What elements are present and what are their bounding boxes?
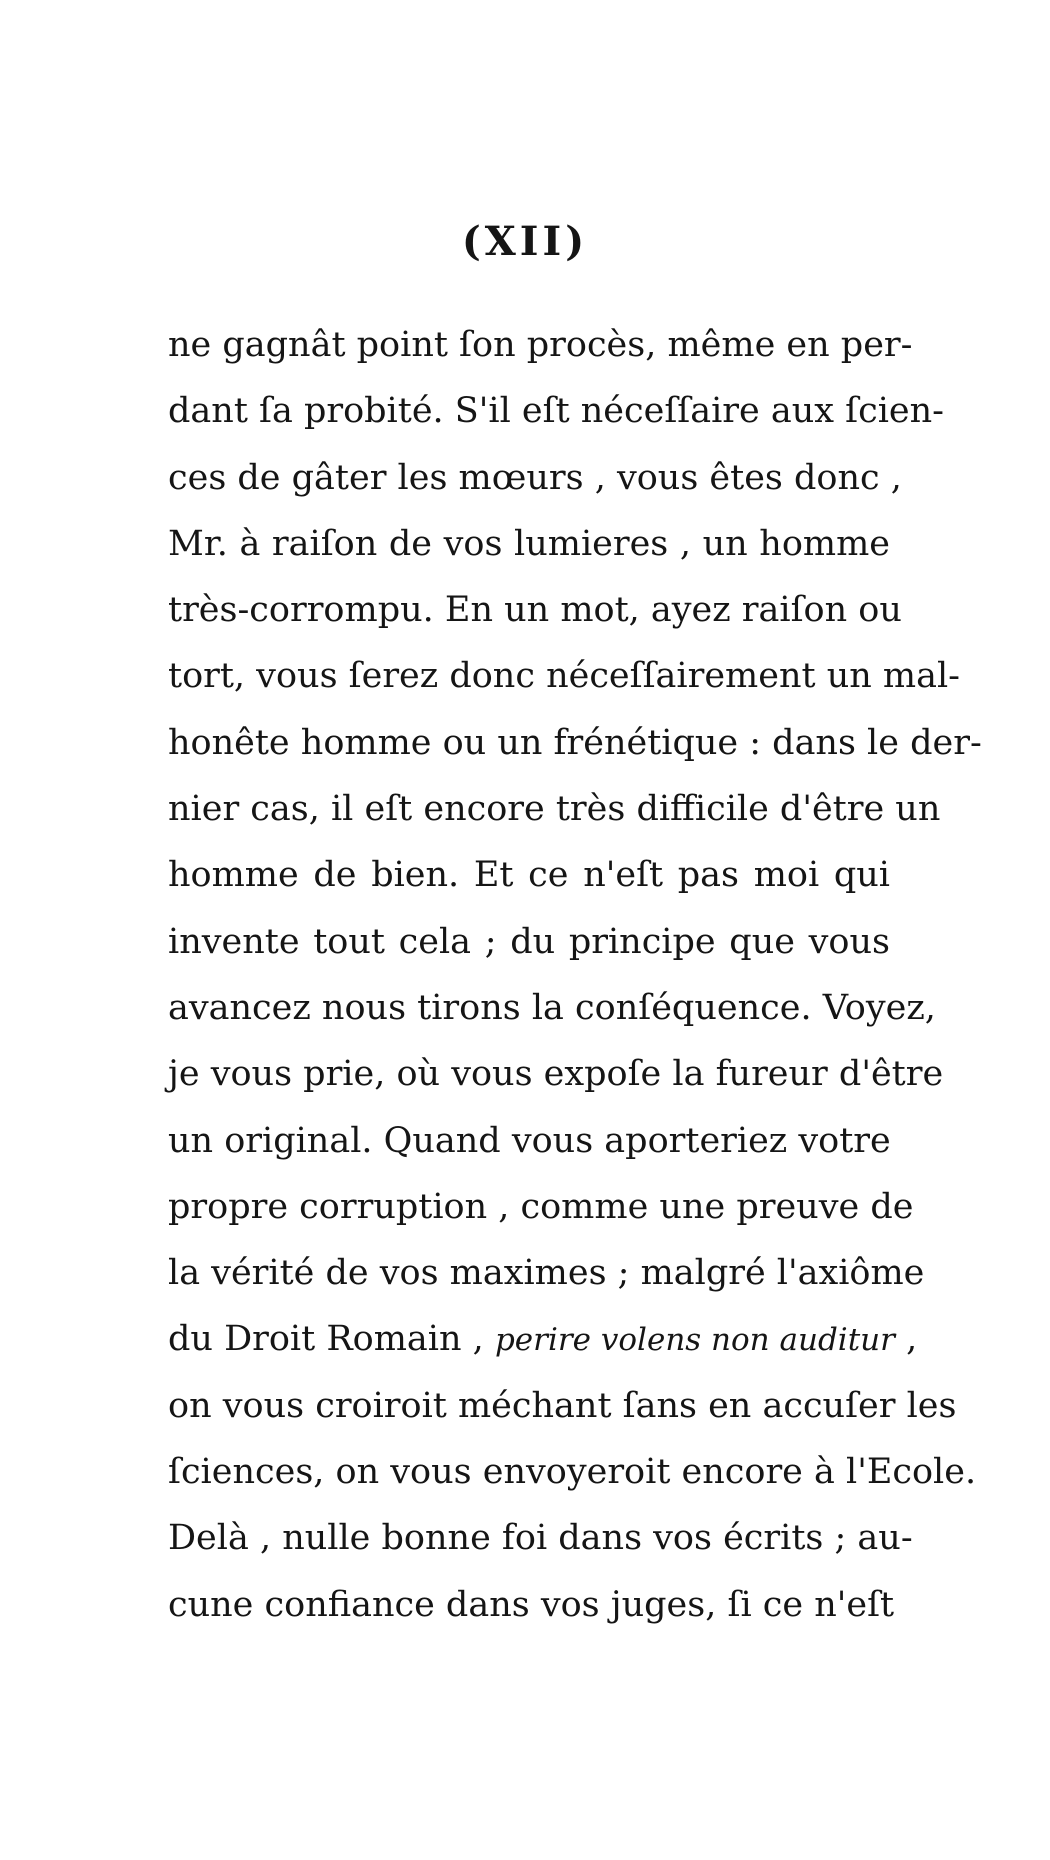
text-line-3: ces de gâter les mœurs , vous êtes donc , <box>168 457 902 498</box>
text-line-12: je vous prie, où vous expoſe la fureur d'être <box>168 1054 944 1095</box>
text-line-14: propre corruption , comme une preuve de <box>168 1186 914 1227</box>
page-number-header: (XII) <box>461 218 589 265</box>
body-text <box>168 312 982 1638</box>
text-line-5: très-corrompu. En un mot, ayez raiſon ou <box>168 590 902 631</box>
text-line-20: cune confiance dans vos juges, ſi ce n'eſt <box>168 1584 895 1625</box>
text-line-9: homme de bien. Et ce n'eſt pas moi qui <box>168 855 890 896</box>
text-line-16 <box>168 1306 918 1372</box>
text-line-6: tort, vous ſerez donc néceſſairement un mal- <box>168 656 960 697</box>
text-line-16-end: , <box>906 1319 918 1360</box>
text-line-15: la vérité de vos maximes ; malgré l'axiôme <box>168 1253 925 1294</box>
text-line-7: honête homme ou un frénétique : dans le der- <box>168 722 982 763</box>
text-line-8: nier cas, il eſt encore très difficile d'être un <box>168 789 941 830</box>
text-line-17: on vous croiroit méchant ſans en accuſer les <box>168 1385 957 1426</box>
text-line-19: Delà , nulle bonne foi dans vos écrits ; au- <box>168 1518 913 1559</box>
latin-italic-phrase: perire volens non auditur <box>494 1322 895 1359</box>
text-line-10: invente tout cela ; du principe que vous <box>168 921 890 962</box>
text-line-1: ne gagnât point ſon procès, même en per- <box>168 325 913 365</box>
text-line-16-start: du Droit Romain , <box>168 1319 484 1360</box>
text-line-18: ſciences, on vous envoyeroit encore à l'Ecole. <box>168 1452 977 1493</box>
text-line-11: avancez nous tirons la conſéquence. Voyez, <box>168 987 936 1028</box>
text-line-13: un original. Quand vous aporteriez votre <box>168 1120 891 1161</box>
text-line-4: Mr. à raiſon de vos lumieres , un homme <box>168 523 890 564</box>
text-line-2: dant ſa probité. S'il eſt néceſſaire aux ſcien- <box>168 391 944 432</box>
